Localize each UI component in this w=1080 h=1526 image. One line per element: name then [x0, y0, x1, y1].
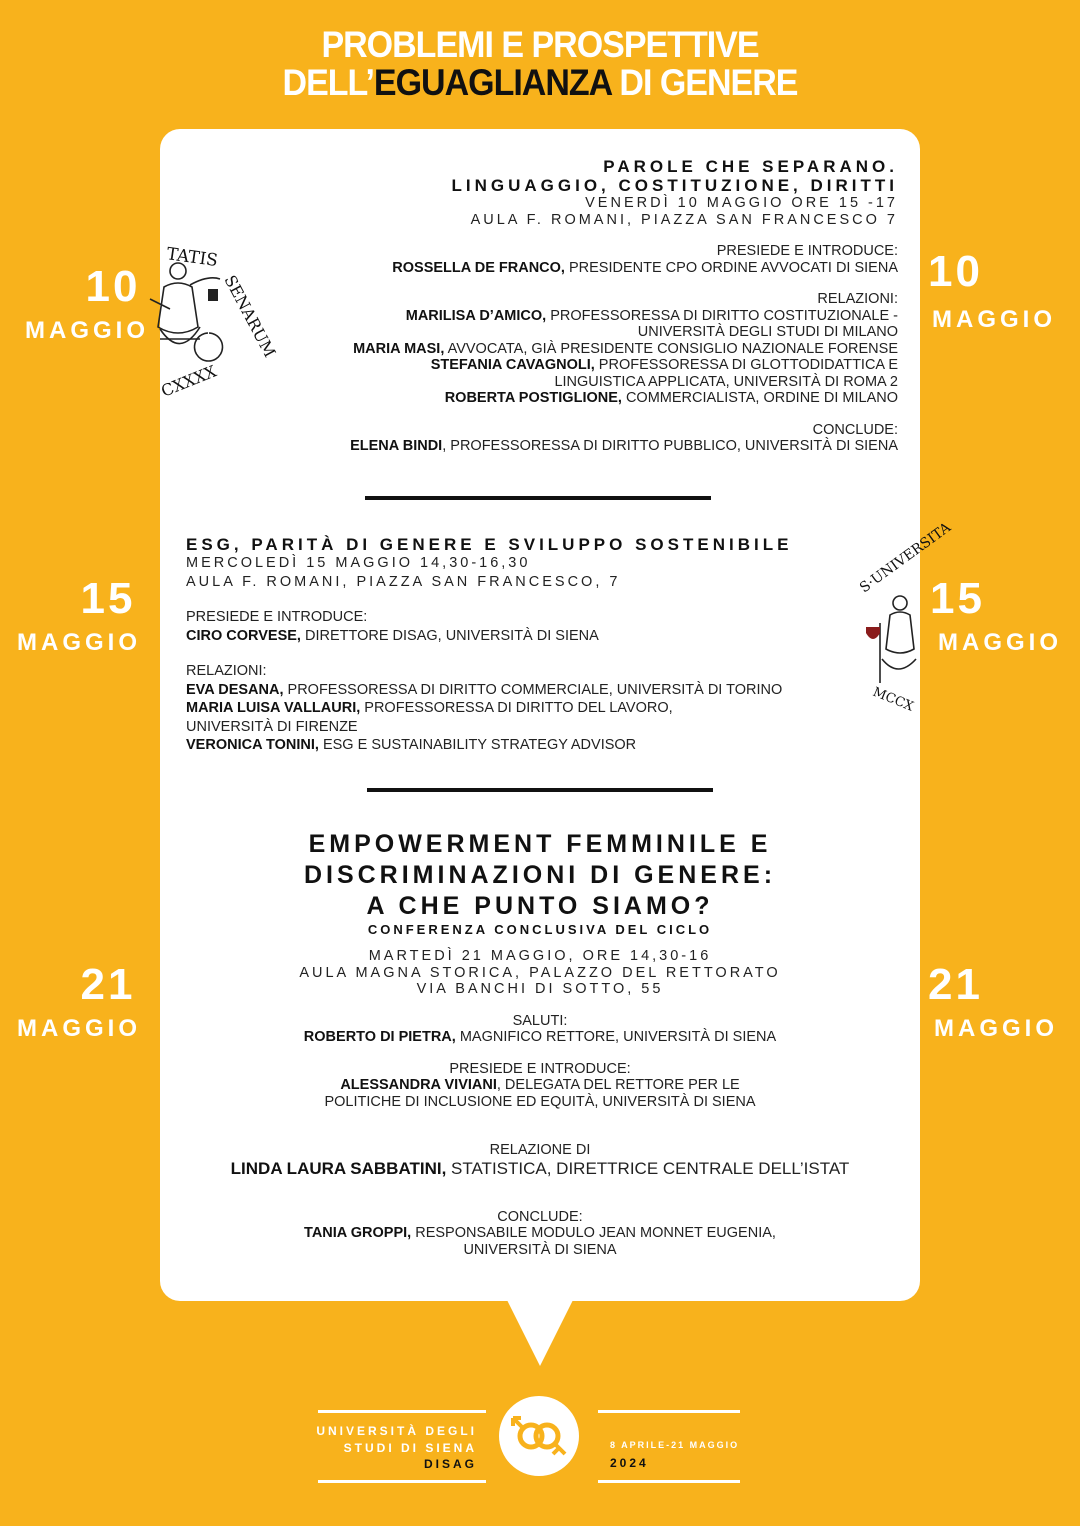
- event-3-title-line-1: EMPOWERMENT FEMMINILE E: [308, 830, 772, 858]
- event-2-where: AULA F. ROMANI, PIAZZA SAN FRANCESCO, 7: [186, 573, 621, 590]
- event-3-talk: LINDA LAURA SABBATINI, STATISTICA, DIRETTRICE CENTRALE DELL’ISTAT: [230, 1158, 850, 1178]
- date-right-21: 21 MAGGIO: [928, 960, 1058, 1042]
- event-3-greet: ROBERTO DI PIETRA, MAGNIFICO RETTORE, UNIVERSITÀ DI SIENA: [303, 1029, 777, 1045]
- event-1-speaker-4: ROBERTA POSTIGLIONE, COMMERCIALISTA, ORDINE DI MILANO: [444, 390, 898, 406]
- gender-equality-logo: [499, 1396, 579, 1476]
- page-header: [0, 24, 1080, 104]
- event-2-title: ESG, PARITÀ DI GENERE E SVILUPPO SOSTENIBILE: [186, 535, 793, 554]
- event-2-speaker-2: MARIA LUISA VALLAURI, PROFESSORESSA DI DIRITTO DEL LAVORO,: [186, 700, 673, 716]
- event-2-speaker-1: EVA DESANA, PROFESSORESSA DI DIRITTO COMMERCIALE, UNIVERSITÀ DI TORINO: [186, 681, 783, 698]
- event-1-speaker-2: MARIA MASI, AVVOCATA, GIÀ PRESIDENTE CONSIGLIO NAZIONALE FORENSE: [353, 340, 898, 357]
- event-3-chair: ALESSANDRA VIVIANI, DELEGATA DEL RETTORE PER LE: [340, 1077, 740, 1093]
- event-1-title-line-2: LINGUAGGIO, COSTITUZIONE, DIRITTI: [451, 176, 898, 195]
- event-2: ESG, PARITÀ DI GENERE E SVILUPPO SOSTENIBILE MERCOLEDÌ 15 MAGGIO 14,30-16,30 AULA F. ROMANI, PIAZZA SAN FRANCESCO, 7 PRESIEDE E INTRODUCE: CIRO CORVESE, DIRETTORE DISAG, UNIVERSITÀ DI SIENA RELAZIONI: EVA DESANA, PROFESSORESSA DI DIRITTO COMMERCIALE, UNIVERSITÀ DI TORINO MARIA LUISA VALLAURI, PROFESSORESSA DI DIRITTO DEL LAVORO, UNIVERSITÀ DI FIRENZE VERONICA TONINI, ESG E SUSTAINABILITY STRATEGY ADVISOR: [186, 535, 806, 754]
- header-line-2: DELL’EGUAGLIANZA DI GENERE: [282, 62, 798, 104]
- university-seal-left-icon: [120, 229, 280, 409]
- event-1-close-label: CONCLUDE:: [812, 421, 898, 438]
- date-left-21: 21 MAGGIO: [17, 960, 141, 1042]
- event-2-chair: CIRO CORVESE, DIRETTORE DISAG, UNIVERSITÀ DI SIENA: [186, 627, 599, 644]
- event-3-title-line-2: DISCRIMINAZIONI DI GENERE:: [303, 861, 777, 889]
- event-1-title-line-1: PAROLE CHE SEPARANO.: [603, 157, 898, 176]
- speech-bubble-tail: [505, 1296, 575, 1366]
- event-3-chair-label: PRESIEDE E INTRODUCE:: [449, 1060, 631, 1077]
- event-3-close: TANIA GROPPI, RESPONSABILE MODULO JEAN MONNET EUGENIA,: [304, 1225, 776, 1241]
- program-card: [158, 129, 954, 1301]
- footer-line-left-bottom: [318, 1480, 486, 1483]
- footer-date-range: 8 APRILE-21 MAGGIO: [610, 1440, 740, 1450]
- svg-text:SENARUM: SENARUM: [220, 271, 280, 361]
- event-1-speaker-1: MARILISA D’AMICO, PROFESSORESSA DI DIRITTO COSTITUZIONALE -: [405, 307, 898, 324]
- footer-org-line-1: UNIVERSITÀ DEGLI: [316, 1424, 477, 1438]
- event-1-where: AULA F. ROMANI, PIAZZA SAN FRANCESCO 7: [470, 211, 898, 228]
- event-3-title-line-3: A CHE PUNTO SIAMO?: [366, 892, 714, 920]
- footer-line-right-top: [598, 1410, 740, 1413]
- university-seal-right-icon: [836, 519, 954, 715]
- event-1-chair-label: PRESIEDE E INTRODUCE:: [716, 243, 898, 259]
- event-1-speaker-3: STEFANIA CAVAGNOLI, PROFESSORESSA DI GLOTTODIDATTICA E: [430, 357, 898, 373]
- event-3-where-2: VIA BANCHI DI SOTTO, 55: [416, 981, 664, 997]
- footer-line-right-bottom: [598, 1480, 740, 1483]
- svg-text:TATIS: TATIS: [165, 244, 220, 272]
- event-2-chair-label: PRESIEDE E INTRODUCE:: [186, 609, 368, 625]
- event-3-where-1: AULA MAGNA STORICA, PALAZZO DEL RETTORATO: [299, 964, 781, 981]
- event-2-when: MERCOLEDÌ 15 MAGGIO 14,30-16,30: [186, 555, 531, 571]
- event-2-talks-label: RELAZIONI:: [186, 663, 267, 679]
- svg-text:CXXXX: CXXXX: [158, 361, 220, 401]
- gender-symbols-icon: [499, 1396, 579, 1476]
- footer-org-line-2: STUDI DI SIENA: [343, 1441, 477, 1455]
- header-line-1: PROBLEMI E PROSPETTIVE: [321, 24, 759, 66]
- event-1-when: VENERDÌ 10 MAGGIO ORE 15 -17: [585, 195, 898, 211]
- event-2-speaker-3: VERONICA TONINI, ESG E SUSTAINABILITY STRATEGY ADVISOR: [186, 737, 637, 753]
- divider-1: [365, 496, 711, 500]
- date-left-10: 10 MAGGIO: [25, 262, 149, 344]
- event-1: PAROLE CHE SEPARANO. LINGUAGGIO, COSTITUZIONE, DIRITTI VENERDÌ 10 MAGGIO ORE 15 -17 AULA F. ROMANI, PIAZZA SAN FRANCESCO 7 PRESIEDE E INTRODUCE: ROSSELLA DE FRANCO, PRESIDENTE CPO ORDINE AVVOCATI DI SIENA RELAZIONI: MARILISA D’AMICO, PROFESSORESSA DI DIRITTO COSTITUZIONALE - UNIVERSITÀ DEGLI STUDI DI MILANO MARIA MASI, AVVOCATA, GIÀ PRESIDENTE CONSIGLIO NAZIONALE FORENSE STEFANIA CAVAGNOLI, PROFESSORESSA DI GLOTTODIDATTICA E LINGUISTICA APPLICATA, UNIVERSITÀ DI ROMA 2 ROBERTA POSTIGLIONE, COMMERCIALISTA, ORDINE DI MILANO CONCLUDE: ELENA BINDI, PROFESSORESSA DI DIRITTO PUBBLICO, UNIVERSITÀ DI SIENA: [338, 157, 898, 455]
- event-1-chair: ROSSELLA DE FRANCO, PRESIDENTE CPO ORDINE AVVOCATI DI SIENA: [392, 259, 898, 276]
- footer-year: 2024: [610, 1456, 649, 1470]
- date-right-15: 15 MAGGIO: [930, 574, 1062, 656]
- event-3-talk-label: RELAZIONE DI: [489, 1142, 591, 1158]
- event-3-when: MARTEDÌ 21 MAGGIO, ORE 14,30-16: [368, 948, 712, 964]
- event-3-close-label: CONCLUDE:: [497, 1208, 583, 1225]
- event-3-subtitle: CONFERENZA CONCLUSIVA DEL CICLO: [367, 922, 713, 937]
- svg-text:S·UNIVERSITA: S·UNIVERSITA: [856, 519, 954, 597]
- event-3: EMPOWERMENT FEMMINILE E DISCRIMINAZIONI DI GENERE: A CHE PUNTO SIAMO? CONFERENZA CONCLUSIVA DEL CICLO MARTEDÌ 21 MAGGIO, ORE 14,30-16 AULA MAGNA STORICA, PALAZZO DEL RETTORATO VIA BANCHI DI SOTTO, 55 SALUTI: ROBERTO DI PIETRA, MAGNIFICO RETTORE, UNIVERSITÀ DI SIENA PRESIEDE E INTRODUCE: ALESSANDRA VIVIANI, DELEGATA DEL RETTORE PER LE POLITICHE DI INCLUSIONE ED EQUITÀ, UNIVERSITÀ DI SIENA RELAZIONE DI LINDA LAURA SABBATINI, STATISTICA, DIRETTRICE CENTRALE DELL’ISTAT CONCLUDE: TANIA GROPPI, RESPONSABILE MODULO JEAN MONNET EUGENIA, UNIVERSITÀ DI SIENA: [160, 829, 920, 1258]
- event-1-talks-label: RELAZIONI:: [817, 291, 898, 307]
- divider-2: [367, 788, 713, 792]
- header-highlight: EGUAGLIANZA: [373, 62, 611, 104]
- date-left-15: 15 MAGGIO: [17, 574, 141, 656]
- event-3-greet-label: SALUTI:: [512, 1012, 568, 1029]
- footer-line-left-top: [318, 1410, 486, 1413]
- footer-org-line-3: DISAG: [423, 1457, 477, 1471]
- svg-text:MCCX: MCCX: [870, 684, 916, 715]
- event-1-close: ELENA BINDI, PROFESSORESSA DI DIRITTO PUBBLICO, UNIVERSITÀ DI SIENA: [350, 438, 898, 454]
- date-right-10: 10 MAGGIO: [928, 247, 1056, 333]
